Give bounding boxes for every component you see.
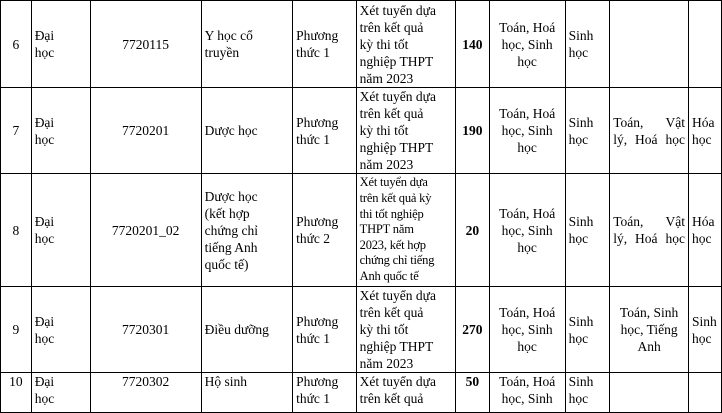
admission-form: Phương thức 1 [293,1,357,88]
admission-method: Xét tuyển dựa trên kết quả kỳ thi tốt nghiệp THPT năm 2023 [356,88,455,174]
subject-combination-4: Hóa học [688,88,721,174]
row-number: 6 [1,1,32,88]
major-name: Y học cổ truyền [201,1,293,88]
subject-combination-3: Toán, Sinh học, Tiếng Anh [610,287,689,373]
subject-combination-3: Toán, Vật lý, Hoá học [610,88,689,174]
admission-form: Phương thức 1 [293,88,357,174]
major-name: Dược học (kết hợp chứng chỉ tiếng Anh quốc tế) [201,174,293,287]
major-name: Điều dưỡng [201,287,293,373]
subject-combination-4: Sinh học [688,287,721,373]
subject-combination-2: Sinh học [565,1,610,88]
major-code: 7720201_02 [90,174,201,287]
subject-combination-3: Toán, Vật lý, Hoá học [610,174,689,287]
admission-method: Xét tuyển dựa trên kết quả kỳ thi tốt nghiệp THPT năm 2023, kết hợp chứng chỉ tiếng Anh quốc tế [356,174,455,287]
table-row [1,1,722,88]
table-row [1,287,722,373]
major-code: 7720201 [90,88,201,174]
row-number: 8 [1,174,32,287]
row-number: 9 [1,287,32,373]
subject-combination-3 [610,1,689,88]
subject-combination-4 [688,1,721,88]
major-code: 7720115 [90,1,201,88]
table-row [1,88,722,174]
subject-combination-3 [610,373,689,413]
admission-form: Phương thức 1 [293,287,357,373]
admission-form: Phương thức 1 [293,373,357,413]
training-level: Đại học [31,1,90,88]
admission-form: Phương thức 2 [293,174,357,287]
major-name: Hộ sinh [201,373,293,413]
subject-combination-2: Sinh học [565,373,610,413]
row-number: 10 [1,373,32,413]
training-level: Đại học [31,373,90,413]
quota: 20 [455,174,489,287]
quota: 140 [455,1,489,88]
subject-combination-2: Sinh học [565,88,610,174]
row-number: 7 [1,88,32,174]
subject-combination-1: Toán, Hoá học, Sinh học [489,287,565,373]
subject-combination-2: Sinh học [565,287,610,373]
admission-method: Xét tuyển dựa trên kết quả kỳ thi tốt nghiệp THPT năm 2023 [356,287,455,373]
subject-combination-4: Hóa học [688,174,721,287]
admission-method: Xét tuyển dựa trên kết quả [356,373,455,413]
quota: 190 [455,88,489,174]
training-level: Đại học [31,174,90,287]
training-level: Đại học [31,287,90,373]
major-code: 7720302 [90,373,201,413]
table-row [1,174,722,287]
admission-method: Xét tuyển dựa trên kết quả kỳ thi tốt nghiệp THPT năm 2023 [356,1,455,88]
subject-combination-1: Toán, Hoá học, Sinh học [489,1,565,88]
major-name: Dược học [201,88,293,174]
subject-combination-2: Sinh học [565,174,610,287]
subject-combination-1: Toán, Hoá học, Sinh học [489,174,565,287]
quota: 50 [455,373,489,413]
training-level: Đại học [31,88,90,174]
subject-combination-1: Toán, Hoá học, Sinh [489,373,565,413]
major-code: 7720301 [90,287,201,373]
table-row [1,373,722,413]
subject-combination-1: Toán, Hoá học, Sinh học [489,88,565,174]
quota: 270 [455,287,489,373]
subject-combination-4 [688,373,721,413]
